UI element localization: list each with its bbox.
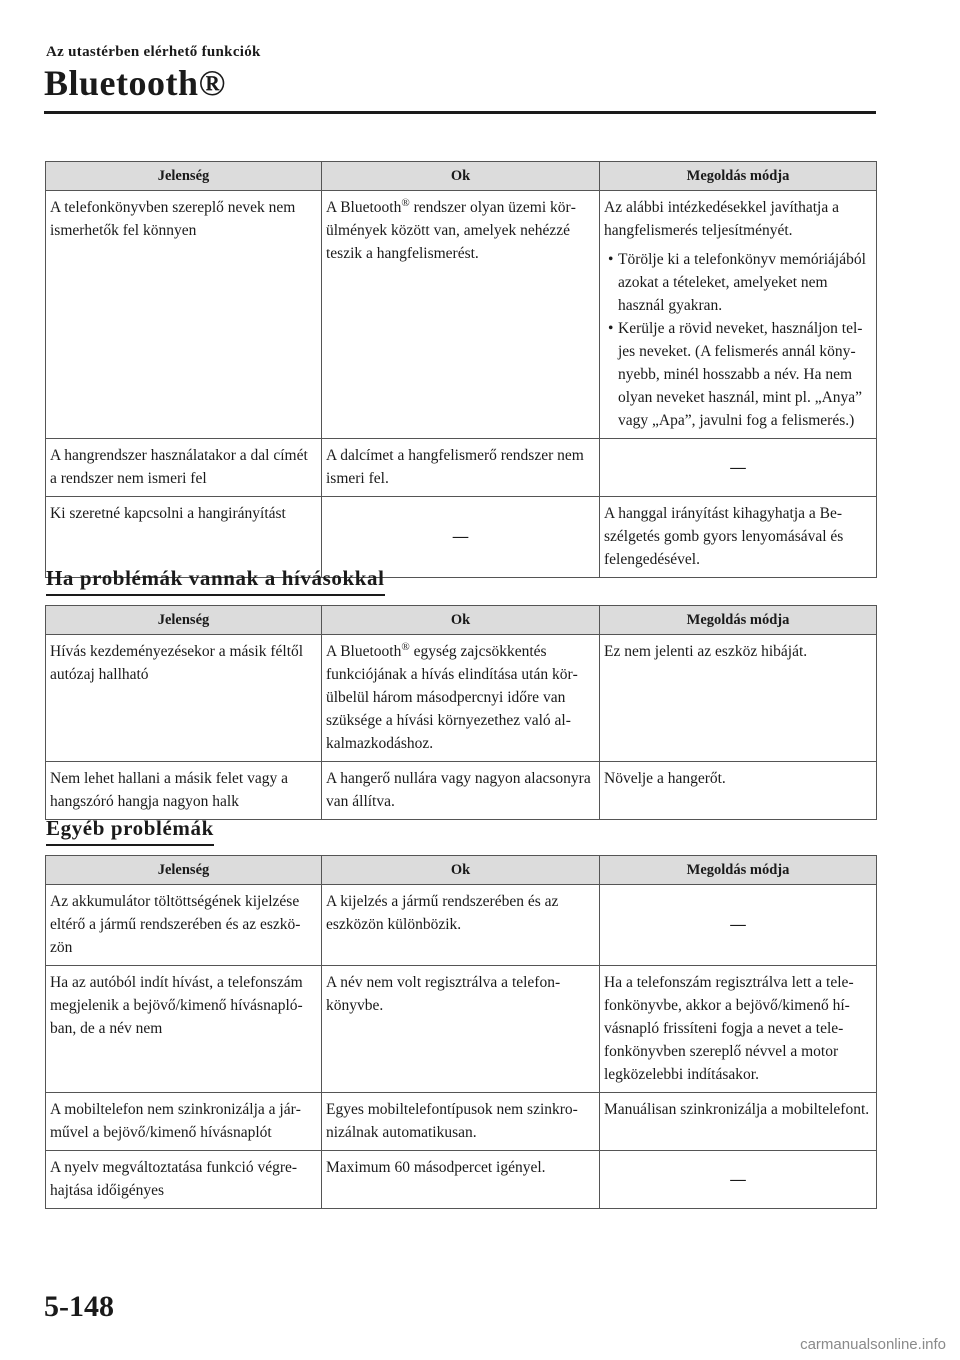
cell-jelenseg: A telefonkönyvben szereplő nevek nem ismerhetők fel könnyen xyxy=(46,191,322,439)
ok-text-rest: egység zajcsökkentés funkciójának a hívás elindítása után körülbelül három másodpercnyi időre van szüksége a hívási környezethez való alkalmazkodáshoz. xyxy=(326,643,578,752)
column-header-jelenseg: Jelenség xyxy=(46,856,322,885)
section-heading-calls: Ha problémák vannak a hívásokkal xyxy=(46,566,385,596)
cell-ok xyxy=(322,635,600,762)
cell-ok: A kijelzés a jármű rendszerében és az eszközön különbözik. xyxy=(322,885,600,966)
table-header-row xyxy=(46,606,877,635)
cell-ok: Egyes mobiltelefontípusok nem szinkronizálnak automatikusan. xyxy=(322,1093,600,1151)
cell-megoldas-dash: — xyxy=(600,885,877,966)
cell-jelenseg: Az akkumulátor töltöttségének kijelzése eltérő a jármű rendszerében és az eszközön xyxy=(46,885,322,966)
table-row xyxy=(46,1151,877,1209)
cell-jelenseg: Nem lehet hallani a másik felet vagy a hangszóró hangja nagyon halk xyxy=(46,762,322,820)
column-header-megoldas: Megoldás módja xyxy=(600,606,877,635)
cell-megoldas: Manuálisan szinkronizálja a mobiltelefont. xyxy=(600,1093,877,1151)
title-rule xyxy=(44,111,876,114)
table-row xyxy=(46,635,877,762)
registered-mark: ® xyxy=(401,196,410,209)
cell-megoldas xyxy=(600,191,877,439)
troubleshooting-table-voice xyxy=(45,161,877,578)
ok-text: A Bluetooth xyxy=(326,199,402,216)
troubleshooting-table-other xyxy=(45,855,877,1209)
column-header-ok: Ok xyxy=(322,606,600,635)
table-row xyxy=(46,966,877,1093)
column-header-jelenseg: Jelenség xyxy=(46,162,322,191)
table-row xyxy=(46,762,877,820)
cell-ok: Maximum 60 másodpercet igényel. xyxy=(322,1151,600,1209)
page-title: Bluetooth® xyxy=(44,63,226,103)
section-heading-other: Egyéb problémák xyxy=(46,816,214,846)
watermark-text: carmanualsonline.info xyxy=(800,1336,946,1353)
solution-intro: Az alábbi intézkedésekkel javíthatja a hangfelismerés teljesítményét. xyxy=(604,199,839,239)
cell-megoldas-dash: — xyxy=(600,439,877,497)
cell-ok-dash: — xyxy=(322,497,600,578)
cell-megoldas: Ha a telefonszám regisztrálva lett a telefonkönyvbe, akkor a bejövő/kimenő hívásnapló frissíteni fogja a nevet a telefonkönyvben szereplő névvel a motor legközelebbi indításakor. xyxy=(600,966,877,1093)
section-label: Az utastérben elérhető funkciók xyxy=(46,44,261,60)
cell-jelenseg: Ha az autóból indít hívást, a telefonszám megjelenik a bejövő/kimenő hívásnaplóban, de a név nem xyxy=(46,966,322,1093)
column-header-megoldas: Megoldás módja xyxy=(600,162,877,191)
cell-ok: A név nem volt regisztrálva a telefonkönyvbe. xyxy=(322,966,600,1093)
bullet-item: • Kerülje a rövid neveket, használjon teljes neveket. (A felismerés annál könynyebb, minél hosszabb a név. Ha nem olyan neveket használ, mint pl. „Anya” vagy „Apa”, javulni fog a felismerés.) xyxy=(604,317,872,432)
cell-ok: A dalcímet a hangfelismerő rendszer nem ismeri fel. xyxy=(322,439,600,497)
column-header-megoldas: Megoldás módja xyxy=(600,856,877,885)
table-row xyxy=(46,439,877,497)
table-row xyxy=(46,191,877,439)
cell-ok xyxy=(322,191,600,439)
cell-jelenseg: A mobiltelefon nem szinkronizálja a járművel a bejövő/kimenő hívásnaplót xyxy=(46,1093,322,1151)
registered-mark: ® xyxy=(401,640,410,653)
table-header-row xyxy=(46,162,877,191)
column-header-jelenseg: Jelenség xyxy=(46,606,322,635)
cell-megoldas-dash: — xyxy=(600,1151,877,1209)
cell-megoldas: Növelje a hangerőt. xyxy=(600,762,877,820)
ok-text: A Bluetooth xyxy=(326,643,402,660)
column-header-ok: Ok xyxy=(322,856,600,885)
page-number: 5-148 xyxy=(44,1290,114,1323)
troubleshooting-table-calls xyxy=(45,605,877,820)
cell-jelenseg: Ki szeretné kapcsolni a hangirányítást xyxy=(46,497,322,578)
ok-text-rest: rendszer olyan üzemi körülmények között van, amelyek nehézzé teszik a hangfelismerést. xyxy=(326,199,576,262)
table-row xyxy=(46,885,877,966)
solution-bullets xyxy=(604,248,872,432)
table-header-row xyxy=(46,856,877,885)
bullet-item: • Törölje ki a telefonkönyv memóriájából azokat a tételeket, amelyeket nem használ gyakran. xyxy=(604,248,872,317)
cell-ok: A hangerő nullára vagy nagyon alacsonyra van állítva. xyxy=(322,762,600,820)
cell-jelenseg: Hívás kezdeményezésekor a másik féltől autózaj hallható xyxy=(46,635,322,762)
column-header-ok: Ok xyxy=(322,162,600,191)
cell-megoldas: A hanggal irányítást kihagyhatja a Beszélgetés gomb gyors lenyomásával és felengedésével. xyxy=(600,497,877,578)
cell-jelenseg: A hangrendszer használatakor a dal címét a rendszer nem ismeri fel xyxy=(46,439,322,497)
cell-jelenseg: A nyelv megváltoztatása funkció végrehajtása időigényes xyxy=(46,1151,322,1209)
cell-megoldas: Ez nem jelenti az eszköz hibáját. xyxy=(600,635,877,762)
table-row xyxy=(46,1093,877,1151)
